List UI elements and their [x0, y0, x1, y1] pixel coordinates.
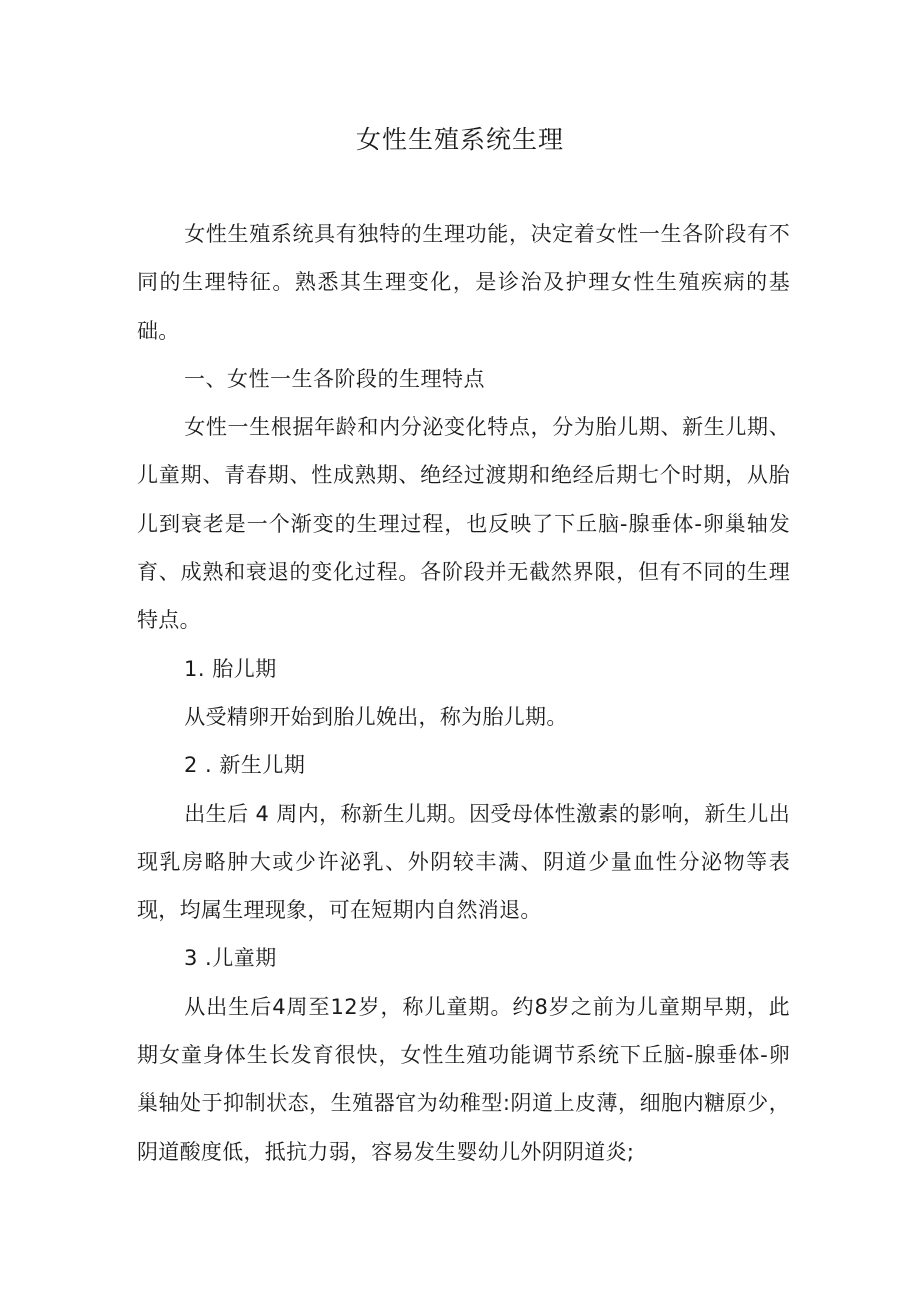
section-heading-life-stages: 一、女性一生各阶段的生理特点 — [184, 366, 485, 391]
intro-paragraph: 女性生殖系统具有独特的生理功能，决定着女性一生各阶段有不同的生理特征。熟悉其生理变化，是诊治及护理女性生殖疾病的基础。 — [137, 222, 790, 343]
document-body — [137, 210, 790, 1176]
subheading-childhood-period: 3 .儿童期 — [184, 946, 277, 971]
life-stages-paragraph: 女性一生根据年龄和内分泌变化特点，分为胎儿期、新生儿期、儿童期、青春期、性成熟期、绝经过渡期和绝经后期七个时期，从胎儿到衰老是一个渐变的生理过程，也反映了下丘脑-腺垂体-卵巢轴发育、成熟和衰退的变化过程。各阶段并无截然界限，但有不同的生理特点。 — [137, 415, 790, 633]
subheading-fetal-period: 1. 胎儿期 — [184, 656, 277, 681]
subheading-neonatal-period: 2 . 新生儿期 — [184, 753, 306, 778]
childhood-period-paragraph: 从出生后4周至12岁，称儿童期。约8岁之前为儿童期早期，此期女童身体生长发育很快，女性生殖功能调节系统下丘脑-腺垂体-卵巢轴处于抑制状态，生殖器官为幼稚型:阴道上皮薄，细胞内糖原少，阴道酸度低，抵抗力弱，容易发生婴幼儿外阴阴道炎; — [137, 994, 790, 1164]
neonatal-period-paragraph: 出生后 4 周内，称新生儿期。因受母体性激素的影响，新生儿出现乳房略肿大或少许泌乳、外阴较丰满、阴道少量血性分泌物等表现，均属生理现象，可在短期内自然消退。 — [137, 801, 790, 923]
fetal-period-paragraph: 从受精卵开始到胎儿娩出，称为胎儿期。 — [184, 704, 568, 729]
document-title: 女性生殖系统生理 — [355, 125, 564, 154]
